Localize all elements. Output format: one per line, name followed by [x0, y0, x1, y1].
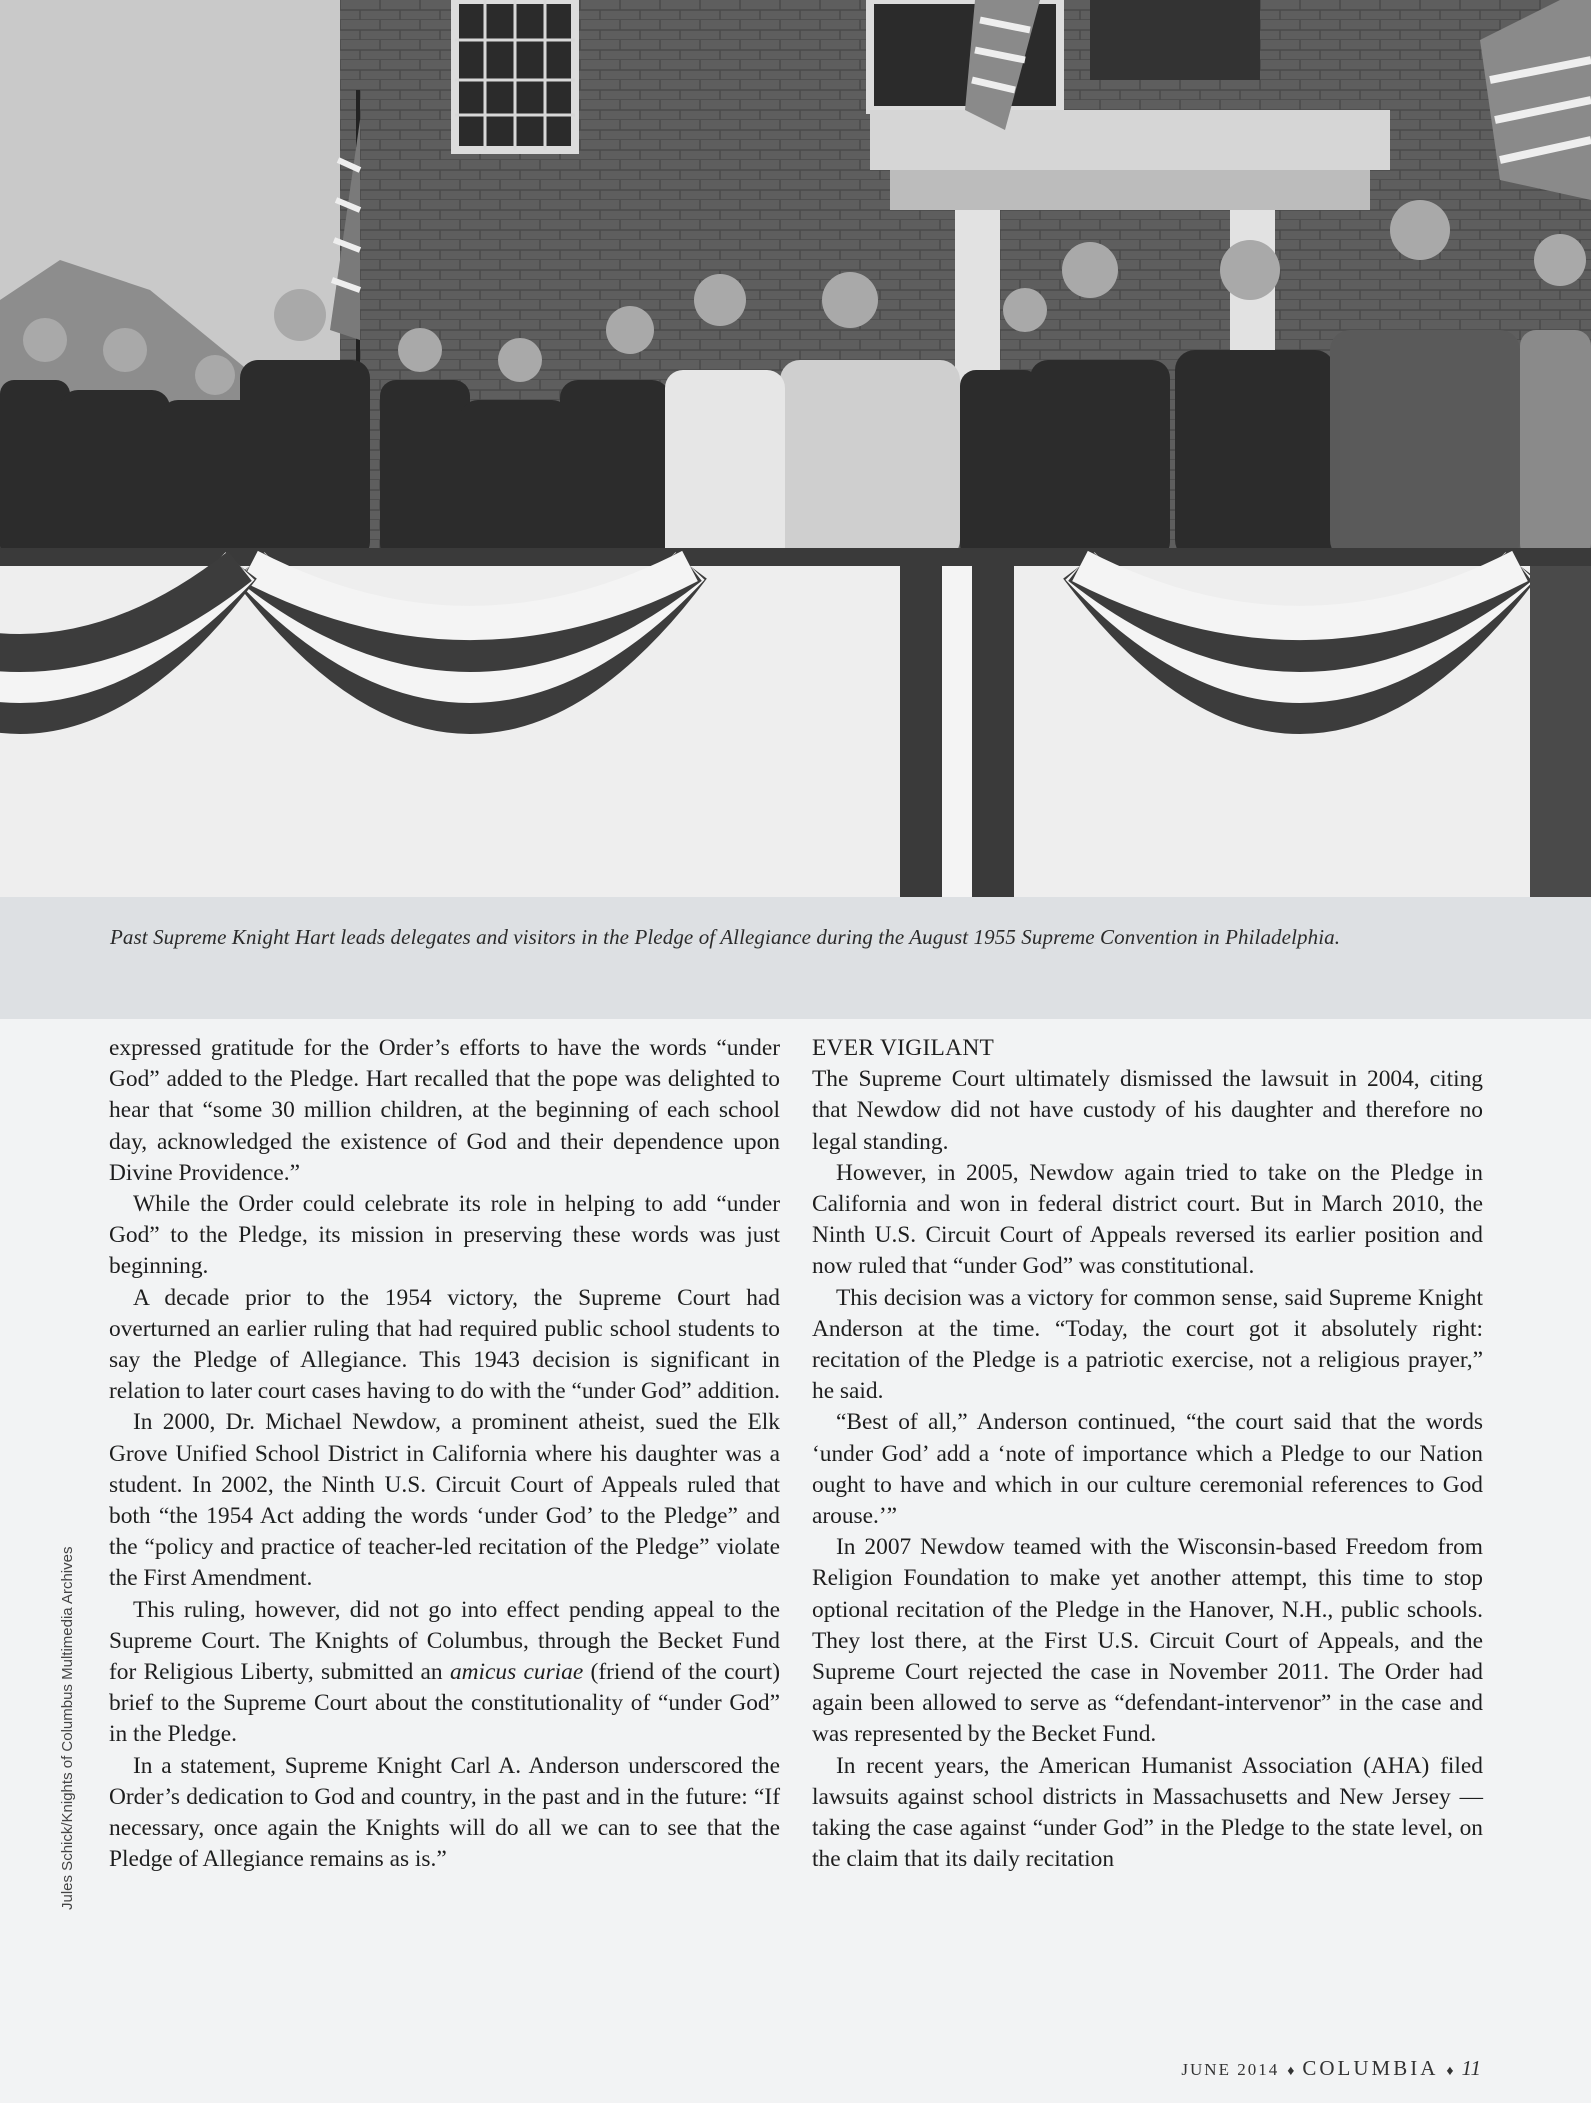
- paragraph: However, in 2005, Newdow again tried to take on the Pledge in California and won in federal district court. But in March 2010, the Ninth U.S. Circuit Court of Appeals reversed its earlier position and now ruled that “under God” was constitutional.: [812, 1159, 1483, 1280]
- page-number: 11: [1461, 2056, 1481, 2080]
- paragraph: In 2007 Newdow teamed with the Wisconsin-based Freedom from Religion Foundation to make yet another attempt, this time to stop optional recitation of the Pledge in the Hanover, N.H., public schools. They lost there, at the First U.S. Circuit Court of Appeals, and the Supreme Court rejected the case in November 2011. The Order had again been allowed to serve as “defendant-intervenor” in the case and was represented by the Becket Fund.: [812, 1534, 1483, 1748]
- diamond-icon: ♦: [1287, 2064, 1295, 2079]
- paragraph-amicus: This ruling, however, did not go into effect pending appeal to the Supreme Court. The Knights of Columbus, through the Becket Fund for Religious Liberty, submitted an amicus curiae (friend of the court) brief to the Supreme Court about the constitutionality of “under God” in the Pledge.: [109, 1596, 780, 1748]
- convention-photo: [0, 0, 1591, 897]
- magazine-name: COLUMBIA: [1302, 2056, 1439, 2080]
- section-heading: EVER VIGILANT: [812, 1035, 995, 1061]
- historic-convention-photo-icon: [0, 0, 1591, 897]
- latin-term: amicus curiae: [449, 1659, 584, 1686]
- caption-band: [0, 897, 1591, 1019]
- issue-date: JUNE 2014: [1181, 2060, 1280, 2079]
- diamond-icon: ♦: [1446, 2064, 1454, 2079]
- paragraph: In a statement, Supreme Knight Carl A. Anderson underscored the Order’s dedication to God and country, in the past and in the future: “If necessary, once again the Knights will do all we can to see that the Pledge of Allegiance remains as is.”: [109, 1752, 780, 1873]
- paragraph: In 2000, Dr. Michael Newdow, a prominent atheist, sued the Elk Grove Unified School District in California where his daughter was a student. In 2002, the Ninth U.S. Circuit Court of Appeals ruled that both “the 1954 Act adding the words ‘under God’ to the Pledge” and the “policy and practice of teacher-led recitation of the Pledge” violate the First Amendment.: [109, 1409, 780, 1592]
- paragraph: In recent years, the American Humanist Association (AHA) filed lawsuits against school districts in Massachusetts and New Jersey — taking the case against “under God” in the Pledge to the state level, on the claim that its daily recitation: [812, 1752, 1483, 1873]
- right-column: [812, 1033, 1483, 1875]
- paragraph: While the Order could celebrate its role in helping to add “under God” to the Pledge, its mission in preserving these words was just beginning.: [109, 1191, 780, 1280]
- photo-caption: Past Supreme Knight Hart leads delegates and visitors in the Pledge of Allegiance during the August 1955 Supreme Convention in Philadelphia.: [110, 925, 1341, 949]
- paragraph: expressed gratitude for the Order’s efforts to have the words “under God” added to the Pledge. Hart recalled that the pope was delighted to hear that “some 30 million children, at the beginning of each school day, acknowledged the existence of God and their dependence upon Divine Providence.”: [109, 1035, 780, 1186]
- left-column: [109, 1033, 780, 1875]
- page-footer: [1181, 2056, 1481, 2081]
- photo-credit: Jules Schick/Knights of Columbus Multimedia Archives: [59, 1546, 76, 1910]
- paragraph: A decade prior to the 1954 victory, the Supreme Court had overturned an earlier ruling that had required public school students to say the Pledge of Allegiance. This 1943 decision is significant in relation to later court cases having to do with the “under God” addition.: [109, 1284, 780, 1405]
- paragraph: The Supreme Court ultimately dismissed the lawsuit in 2004, citing that Newdow did not have custody of his daughter and therefore no legal standing.: [812, 1066, 1483, 1155]
- paragraph: “Best of all,” Anderson continued, “the court said that the words ‘under God’ add a ‘note of importance which a Pledge to our Nation ought to have and which in our culture ceremonial references to God arouse.’”: [812, 1409, 1483, 1530]
- paragraph: This decision was a victory for common sense, said Supreme Knight Anderson at the time. “Today, the court got it absolutely right: recitation of the Pledge is a patriotic exercise, not a religious prayer,” he said.: [812, 1284, 1483, 1405]
